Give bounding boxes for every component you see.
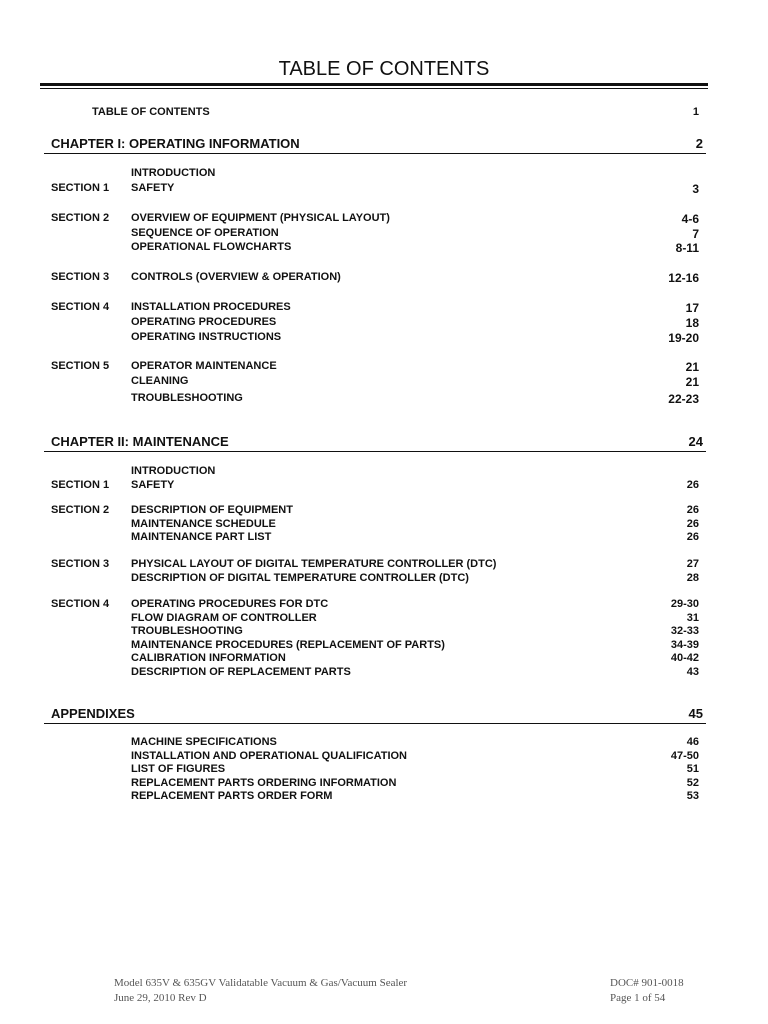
entry-page: 3: [692, 182, 699, 196]
entry-title: PHYSICAL LAYOUT OF DIGITAL TEMPERATURE CONTROLLER (DTC): [131, 558, 497, 570]
entry-title: SAFETY: [131, 182, 175, 194]
entry-title: MAINTENANCE PROCEDURES (REPLACEMENT OF PARTS): [131, 639, 445, 651]
toc-row[interactable]: [0, 331, 768, 347]
chapter-2-rule: [44, 451, 706, 452]
chapter-2-title: CHAPTER II: MAINTENANCE: [51, 434, 229, 449]
section-label: SECTION 2: [51, 504, 110, 516]
entry-title: OPERATING PROCEDURES FOR DTC: [131, 598, 329, 610]
toc-row[interactable]: [0, 316, 768, 332]
entry-title: OPERATOR MAINTENANCE: [131, 360, 277, 372]
entry-title: FLOW DIAGRAM OF CONTROLLER: [131, 612, 317, 624]
entry-page: 4-6: [681, 212, 699, 226]
entry-title: REPLACEMENT PARTS ORDER FORM: [131, 790, 333, 802]
entry-title: CLEANING: [131, 375, 189, 387]
entry-page: 26: [686, 518, 699, 530]
section-label: SECTION 3: [51, 271, 110, 283]
entry-title: MAINTENANCE SCHEDULE: [131, 518, 276, 530]
entry-page: 26: [686, 504, 699, 516]
entry-title: OPERATIONAL FLOWCHARTS: [131, 241, 292, 253]
entry-title: INTRODUCTION: [131, 167, 216, 179]
entry-title: SEQUENCE OF OPERATION: [131, 227, 279, 239]
title-rule-thin: [40, 88, 708, 89]
entry-title: REPLACEMENT PARTS ORDERING INFORMATION: [131, 777, 397, 789]
section-label: SECTION 1: [51, 479, 110, 491]
entry-page: 26: [686, 479, 699, 491]
footer-date: June 29, 2010 Rev D: [114, 992, 207, 1004]
toc-entry-label: TABLE OF CONTENTS: [92, 106, 210, 118]
entry-page: 29-30: [670, 598, 699, 610]
toc-row[interactable]: [0, 167, 768, 183]
section-label: SECTION 4: [51, 598, 110, 610]
entry-title: DESCRIPTION OF DIGITAL TEMPERATURE CONTROLLER (DTC): [131, 572, 469, 584]
section-label: SECTION 5: [51, 360, 110, 372]
section-label: SECTION 3: [51, 558, 110, 570]
entry-page: 34-39: [670, 639, 699, 651]
footer-page-number: Page 1 of 54: [610, 992, 666, 1004]
entry-page: 52: [686, 777, 699, 789]
entry-page: 17: [685, 301, 699, 315]
toc-entry-page: 1: [692, 106, 699, 118]
title-rule: [40, 83, 708, 86]
entry-page: 19-20: [668, 331, 699, 345]
entry-page: 21: [685, 360, 699, 374]
entry-page: 12-16: [668, 271, 699, 285]
toc-row[interactable]: [0, 241, 768, 257]
chapter-1-title: CHAPTER I: OPERATING INFORMATION: [51, 136, 300, 151]
entry-page: 28: [686, 572, 699, 584]
toc-row[interactable]: [0, 666, 768, 682]
entry-page: 22-23: [668, 392, 699, 406]
section-label: SECTION 2: [51, 212, 110, 224]
entry-title: OPERATING PROCEDURES: [131, 316, 277, 328]
entry-title: INSTALLATION AND OPERATIONAL QUALIFICATION: [131, 750, 407, 762]
entry-page: 32-33: [670, 625, 699, 637]
footer-doc-number: DOC# 901-0018: [610, 977, 684, 989]
entry-title: OVERVIEW OF EQUIPMENT (PHYSICAL LAYOUT): [131, 212, 390, 224]
toc-row[interactable]: [0, 790, 768, 806]
toc-row[interactable]: [0, 531, 768, 547]
entry-page: 40-42: [670, 652, 699, 664]
toc-row[interactable]: [0, 212, 768, 228]
entry-page: 31: [686, 612, 699, 624]
entry-page: 53: [686, 790, 699, 802]
entry-title: INSTALLATION PROCEDURES: [131, 301, 291, 313]
toc-row[interactable]: [0, 360, 768, 376]
chapter-1-page: 2: [695, 136, 703, 151]
entry-page: 8-11: [675, 241, 699, 255]
entry-page: 46: [686, 736, 699, 748]
appendixes-title: APPENDIXES: [51, 706, 135, 721]
entry-page: 27: [686, 558, 699, 570]
entry-page: 26: [686, 531, 699, 543]
toc-row[interactable]: [0, 392, 768, 408]
entry-page: 18: [685, 316, 699, 330]
entry-title: CALIBRATION INFORMATION: [131, 652, 286, 664]
entry-title: LIST OF FIGURES: [131, 763, 226, 775]
toc-row[interactable]: [0, 301, 768, 317]
entry-title: MAINTENANCE PART LIST: [131, 531, 272, 543]
toc-entry[interactable]: [0, 106, 768, 122]
toc-row[interactable]: [0, 271, 768, 287]
entry-page: 21: [685, 375, 699, 389]
entry-title: DESCRIPTION OF EQUIPMENT: [131, 504, 293, 516]
chapter-2-page: 24: [688, 434, 703, 449]
section-label: SECTION 1: [51, 182, 110, 194]
entry-title: SAFETY: [131, 479, 175, 491]
toc-row[interactable]: [0, 375, 768, 391]
entry-page: 43: [686, 666, 699, 678]
section-label: SECTION 4: [51, 301, 110, 313]
footer-model: Model 635V & 635GV Validatable Vacuum & Gas/Vacuum Sealer: [114, 977, 408, 989]
appendixes-rule: [44, 723, 706, 724]
entry-title: DESCRIPTION OF REPLACEMENT PARTS: [131, 666, 351, 678]
entry-title: INTRODUCTION: [131, 465, 216, 477]
chapter-1-rule: [44, 153, 706, 154]
toc-row[interactable]: [0, 572, 768, 588]
entry-title: CONTROLS (OVERVIEW & OPERATION): [131, 271, 341, 283]
appendixes-page: 45: [688, 706, 703, 721]
entry-title: TROUBLESHOOTING: [131, 392, 243, 404]
entry-page: 7: [692, 227, 699, 241]
entry-title: OPERATING INSTRUCTIONS: [131, 331, 282, 343]
page-title: TABLE OF CONTENTS: [278, 58, 490, 80]
entry-page: 47-50: [670, 750, 699, 762]
entry-title: MACHINE SPECIFICATIONS: [131, 736, 277, 748]
toc-row[interactable]: [0, 479, 768, 495]
entry-page: 51: [686, 763, 699, 775]
toc-row[interactable]: [0, 182, 768, 198]
entry-title: TROUBLESHOOTING: [131, 625, 243, 637]
